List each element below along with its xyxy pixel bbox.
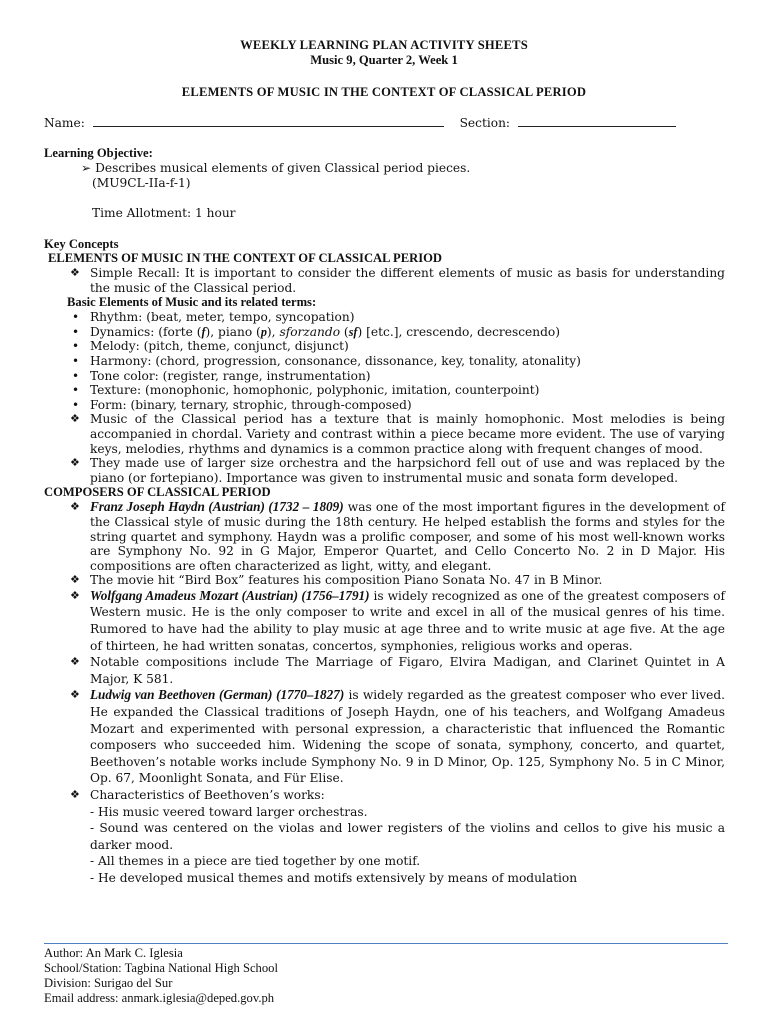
- dyn-part: ), piano (: [205, 324, 261, 339]
- footer-author: Author: An Mark C. Iglesia: [44, 946, 183, 960]
- list-item: [44, 787, 725, 887]
- objective-item: [81, 161, 721, 176]
- footer-school: School/Station: Tagbina National High School: [44, 961, 278, 976]
- sheet-subtitle: Music 9, Quarter 2, Week 1: [310, 53, 458, 67]
- texture-text: Texture: (monophonic, homophonic, polyphonic, imitation, counterpoint): [90, 383, 540, 398]
- dyn-part: ) [etc.], crescendo, decrescendo): [357, 324, 561, 339]
- footer: [44, 946, 278, 1006]
- simple-recall-text: Simple Recall: It is important to consider the different elements of music as basis for understanding the music of the Classical period.: [90, 266, 725, 295]
- beethoven-char-3: - All themes in a piece are tied together by one motif.: [90, 854, 421, 869]
- sheet-title: WEEKLY LEARNING PLAN ACTIVITY SHEETS: [240, 38, 528, 52]
- list-item: [44, 588, 725, 654]
- objective-code: (MU9CL-IIa-f-1): [92, 176, 191, 190]
- footer-email: Email address: anmark.iglesia@deped.gov.ph: [44, 991, 275, 1006]
- dyn-part: Dynamics: (forte (: [90, 324, 202, 339]
- orchestra-note-text: They made use of larger size orchestra and the harpsichord fell out of use and was replaced by the piano (or fortepiano). Importance was given to instrumental music and sonata form developed.: [90, 456, 725, 485]
- list-item: [44, 456, 725, 485]
- list-item: [44, 398, 725, 413]
- key-concepts-title: Key Concepts: [44, 237, 119, 251]
- objective-title: Learning Objective:: [44, 146, 153, 160]
- name-label: Name:: [44, 116, 85, 130]
- beethoven-char-2: - Sound was centered on the violas and lower registers of the violins and cellos to give his music a darker mood.: [90, 821, 725, 852]
- dot-bullet-icon: •: [72, 383, 80, 398]
- haydn-name: Franz Joseph Haydn (Austrian) (1732 – 1809): [90, 499, 344, 515]
- list-item: [44, 383, 725, 398]
- harmony-text: Harmony: (chord, progression, consonance, dissonance, key, tonality, atonality): [90, 353, 581, 368]
- basic-elements-title: Basic Elements of Music and its related terms:: [67, 295, 317, 310]
- composers-title: COMPOSERS OF CLASSICAL PERIOD: [44, 485, 271, 500]
- forte-symbol: f: [201, 324, 206, 339]
- diamond-bullet-icon: ❖: [70, 412, 80, 426]
- texture-note-text: Music of the Classical period has a texture that is mainly homophonic. Most melodies is being accompanied in chordal. Variety and contrast within a piece became more evident. The use of varying keys, melodies, rhythms and dynamics is a common practice along with frequent changes of mood.: [90, 412, 725, 456]
- diamond-bullet-icon: ❖: [70, 500, 80, 514]
- diamond-bullet-icon: ❖: [70, 573, 80, 587]
- section-blank[interactable]: [518, 116, 676, 127]
- beethoven-char-1: - His music veered toward larger orchestras.: [90, 804, 368, 819]
- form-text: Form: (binary, ternary, strophic, through-composed): [90, 397, 412, 412]
- time-allotment: Time Allotment: 1 hour: [92, 206, 236, 220]
- list-item: [44, 573, 725, 588]
- dot-bullet-icon: •: [72, 397, 80, 412]
- piano-symbol: p: [260, 324, 267, 339]
- dot-bullet-icon: •: [72, 339, 80, 354]
- list-item: [44, 687, 725, 787]
- diamond-bullet-icon: ❖: [70, 655, 80, 669]
- dyn-part: (: [340, 324, 349, 339]
- arrow-bullet-icon: ➢: [81, 161, 92, 175]
- objective-text: Describes musical elements of given Classical period pieces.: [95, 161, 471, 175]
- diamond-bullet-icon: ❖: [70, 788, 80, 801]
- footer-division: Division: Surigao del Sur: [44, 976, 173, 991]
- diamond-bullet-icon: ❖: [70, 588, 80, 602]
- key-concepts-subtitle: ELEMENTS OF MUSIC IN THE CONTEXT OF CLASSICAL PERIOD: [48, 251, 442, 265]
- list-item: [44, 325, 725, 340]
- name-section-row: [44, 116, 724, 130]
- footer-divider: [44, 943, 728, 944]
- dot-bullet-icon: •: [72, 368, 80, 383]
- beethoven-char-4: - He developed musical themes and motifs extensively by means of modulation: [90, 870, 578, 885]
- list-item: [44, 500, 725, 573]
- beethoven-text: is widely regarded as the greatest composer who ever lived. He expanded the Classical traditions of Joseph Haydn, one of his teachers, and Wolfgang Amadeus Mozart and experimented with personal expression, a characteristic that influenced the Romantic composers who succeeded him. Widening the scope of sonata, symphony, concerto, and quartet, Beethoven’s notable works include Symphony No. 9 in D Minor, Op. 125, Symphony No. 5 in C Minor, Op. 67, Moonlight Sonata, and Für Elise.: [90, 688, 725, 786]
- list-item: [44, 354, 725, 369]
- list-item: [44, 654, 725, 687]
- bird-box-text: The movie hit “Bird Box” features his composition Piano Sonata No. 47 in B Minor.: [90, 573, 603, 588]
- section-label: Section:: [459, 116, 511, 130]
- diamond-bullet-icon: ❖: [70, 266, 80, 279]
- rhythm-text: Rhythm: (beat, meter, tempo, syncopation): [90, 310, 355, 325]
- dot-bullet-icon: •: [72, 324, 80, 339]
- dot-bullet-icon: •: [72, 310, 80, 325]
- beethoven-name: Ludwig van Beethoven (German) (1770–1827): [90, 687, 345, 703]
- dynamics-text: [90, 325, 560, 339]
- melody-text: Melody: (pitch, theme, conjunct, disjunct): [90, 339, 349, 354]
- mozart-text: is widely recognized as one of the greatest composers of Western music. He is the only composer to write and excel in all of the musical genres of his time. Rumored to have had the ability to play music at age three and to write music at age five. At the age of thirteen, he had written sonatas, concertos, symphonies, religious works and operas.: [90, 588, 726, 653]
- list-item: [44, 369, 725, 384]
- sforzando-symbol: sf: [348, 324, 358, 339]
- main-content: [44, 266, 725, 887]
- list-item: [44, 310, 725, 325]
- dyn-part: ),: [266, 324, 280, 339]
- mozart-works-text: Notable compositions include The Marriage of Figaro, Elvira Madigan, and Clarinet Quintet in A Major, K 581.: [90, 655, 725, 686]
- sheet-topic: ELEMENTS OF MUSIC IN THE CONTEXT OF CLASSICAL PERIOD: [181, 85, 587, 99]
- list-item: [44, 266, 725, 295]
- list-item: [44, 412, 725, 456]
- sforzando-word: sforzando: [279, 324, 341, 339]
- name-blank[interactable]: [93, 116, 444, 127]
- mozart-name: Wolfgang Amadeus Mozart (Austrian) (1756–1791): [90, 587, 370, 603]
- tone-color-text: Tone color: (register, range, instrumentation): [90, 368, 371, 383]
- list-item: [44, 339, 725, 354]
- diamond-bullet-icon: ❖: [70, 688, 80, 702]
- haydn-text: was one of the most important figures in the development of the Classical style of music during the 18th century. He helped establish the forms and styles for the string quartet and symphony. Haydn was a prolific composer, and some of his most well-known works are Symphony No. 92 in G Major, Emperor Quartet, and Cello Concerto No. 2 in D Major. His compositions are often characterized as light, witty, and elegant.: [90, 500, 725, 573]
- diamond-bullet-icon: ❖: [70, 456, 80, 470]
- beethoven-char-title: Characteristics of Beethoven’s works:: [90, 788, 325, 802]
- dot-bullet-icon: •: [72, 353, 80, 368]
